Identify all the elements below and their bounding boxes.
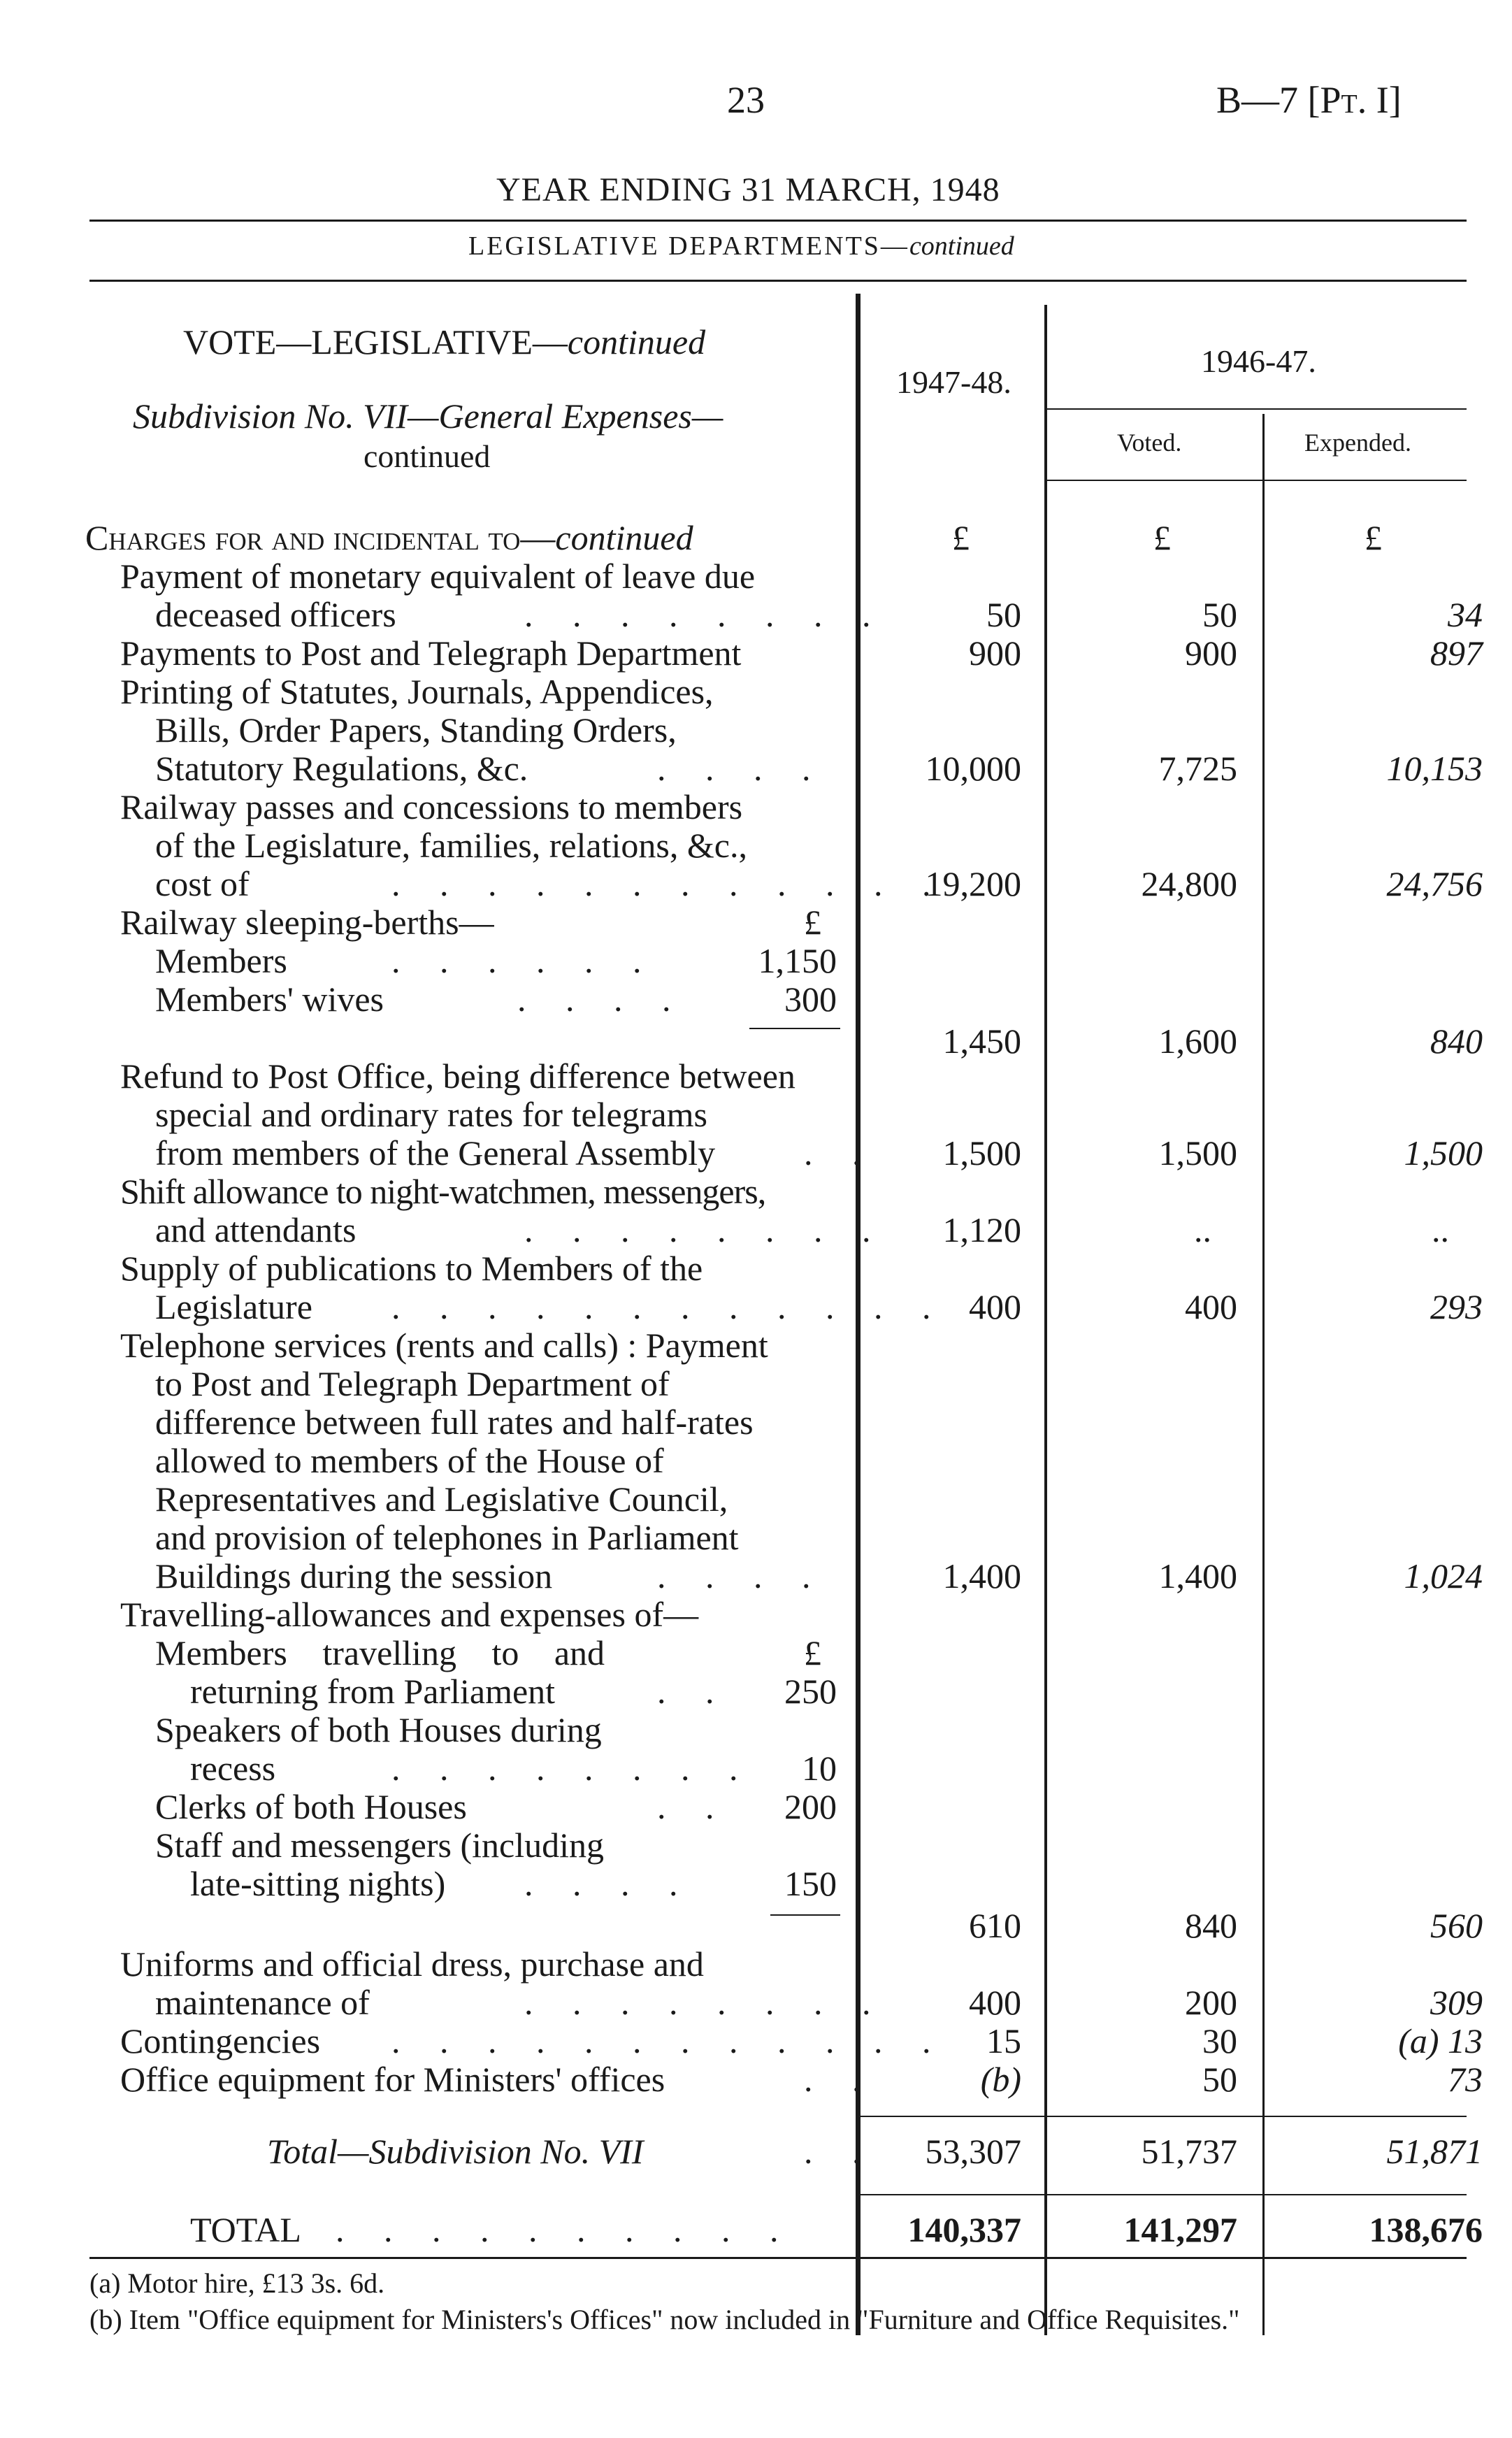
sub-amount: 300: [784, 980, 837, 1019]
value-expended: 293: [1430, 1287, 1483, 1326]
sub-item-label: Members' wives: [155, 980, 384, 1019]
grand-total-expended: 138,676: [1369, 2210, 1483, 2249]
reference-part: Pt.: [1320, 79, 1367, 121]
currency-col1: £: [952, 518, 970, 557]
sub-item-label: recess: [190, 1749, 276, 1788]
subtotal-rule: [749, 1028, 840, 1029]
grand-total-voted: 141,297: [1123, 2210, 1237, 2249]
line-item-label: difference between full rates and half-rates: [155, 1403, 754, 1442]
leader-dots: . .: [804, 1133, 877, 1173]
line-item-label: and attendants: [155, 1210, 357, 1249]
leader-dots: . . . . . . . .: [391, 1749, 754, 1788]
sub-amount: 150: [784, 1864, 837, 1903]
grand-total-text: TOTAL: [190, 2210, 301, 2249]
table-bottom-rule: [89, 2257, 1467, 2259]
column-rule-2: [1044, 305, 1047, 2335]
value-voted: 50: [1202, 2060, 1237, 2099]
subdivision-total-label: [267, 2131, 643, 2172]
line-item-label: Railway passes and concessions to members: [120, 787, 743, 826]
leader-dots: . . . .: [517, 980, 686, 1019]
leader-dots: . .: [657, 1787, 730, 1826]
value-voted: ..: [1194, 1210, 1211, 1249]
column-header-voted: Voted.: [1117, 429, 1182, 457]
line-item-label: Office equipment for Ministers' offices: [120, 2060, 665, 2099]
line-item-label: Bills, Order Papers, Standing Orders,: [155, 710, 677, 750]
grand-total-1947-48: 140,337: [907, 2210, 1021, 2249]
vote-name: VOTE—LEGISLATIVE—: [183, 322, 568, 361]
subdivision-name: Subdivision No. VII—General Expenses—: [133, 396, 723, 436]
section-heading-continued: continued: [555, 518, 693, 557]
value-1947-48: 1,450: [942, 1021, 1021, 1061]
footnote-b: (b) Item "Office equipment for Ministers's Offices" now included in "Furniture and Office Requisites.": [89, 2304, 1240, 2335]
value-1947-48: 610: [969, 1906, 1021, 1945]
leader-dots: . .: [804, 2132, 877, 2171]
line-item-label: Contingencies: [120, 2021, 321, 2060]
column-header-rule: [1047, 480, 1467, 481]
leader-dots: . . . .: [657, 1556, 826, 1596]
value-1947-48: 1,500: [942, 1133, 1021, 1173]
value-1947-48: 15: [986, 2021, 1021, 2060]
document-reference: [1216, 78, 1402, 122]
value-expended: 10,153: [1386, 749, 1483, 788]
line-item-label: deceased officers: [155, 595, 396, 634]
sub-amount: 250: [784, 1672, 837, 1711]
total-rule-mid: [856, 2194, 1467, 2195]
leader-dots: . .: [804, 2060, 877, 2099]
value-expended: 24,756: [1386, 864, 1483, 903]
value-expended: 309: [1430, 1983, 1483, 2022]
line-item-label: special and ordinary rates for telegrams: [155, 1095, 707, 1134]
sub-item-label: late-sitting nights): [190, 1864, 446, 1903]
line-item-label: Legislature: [155, 1287, 312, 1326]
line-item-label: from members of the General Assembly: [155, 1133, 716, 1173]
leader-dots: . . . .: [524, 1864, 693, 1903]
sub-currency: £: [804, 903, 821, 942]
line-item-label: Printing of Statutes, Journals, Appendices,: [120, 672, 714, 711]
column-rule-3: [1262, 414, 1265, 2335]
footnote-a: (a) Motor hire, £13 3s. 6d.: [89, 2267, 385, 2299]
value-1947-48: 1,400: [942, 1556, 1021, 1596]
vote-continued: continued: [567, 322, 706, 361]
value-voted: 24,800: [1141, 864, 1237, 903]
value-voted: 200: [1185, 1983, 1237, 2022]
line-item-label: cost of: [155, 864, 250, 903]
sub-amount: 10: [802, 1749, 837, 1788]
sub-item-label: Clerks of both Houses: [155, 1787, 467, 1826]
line-item-label: Railway sleeping-berths—: [120, 903, 494, 942]
total-1947-48: 53,307: [925, 2132, 1021, 2171]
leader-dots: . . . . . . . . . . . .: [391, 1287, 946, 1326]
value-1947-48: 10,000: [925, 749, 1021, 788]
value-voted: 1,400: [1158, 1556, 1237, 1596]
value-voted: 900: [1185, 633, 1237, 673]
value-expended: 1,500: [1404, 1133, 1483, 1173]
value-expended: 73: [1448, 2060, 1483, 2099]
leader-dots: . . . . . . . . . . . .: [391, 864, 946, 903]
value-1947-48: (b): [980, 2060, 1021, 2099]
value-expended: 1,024: [1404, 1556, 1483, 1596]
value-voted: 1,500: [1158, 1133, 1237, 1173]
value-1947-48: 50: [986, 595, 1021, 634]
sub-item-label: Members travelling to and: [155, 1633, 605, 1672]
reference-suffix: I]: [1367, 79, 1402, 121]
sub-item-label: Speakers of both Houses during: [155, 1710, 602, 1749]
section-heading: [85, 517, 693, 558]
leader-dots: . .: [657, 1672, 730, 1711]
sub-item-label: Members: [155, 941, 287, 980]
sub-amount: 1,150: [758, 941, 837, 980]
line-item-label: Payment of monetary equivalent of leave due: [120, 557, 756, 596]
value-voted: 50: [1202, 595, 1237, 634]
line-item-label: Travelling-allowances and expenses of—: [120, 1595, 699, 1634]
section-heading-text: Charges for and incidental to—: [85, 518, 556, 557]
line-item-label: maintenance of: [155, 1983, 370, 2022]
value-1947-48: 400: [969, 1983, 1021, 2022]
currency-col2: £: [1153, 518, 1171, 557]
line-item-label: allowed to members of the House of: [155, 1441, 664, 1480]
sub-currency: £: [804, 1633, 821, 1672]
line-item-label: Payments to Post and Telegraph Department: [120, 633, 742, 673]
total-expended: 51,871: [1386, 2132, 1483, 2171]
value-1947-48: 400: [969, 1287, 1021, 1326]
subdivision-continued: continued: [363, 438, 491, 474]
subdivision-total-text: Total—Subdivision No. VII: [267, 2132, 644, 2171]
value-expended: ..: [1432, 1210, 1449, 1249]
leader-dots: . . . . . .: [391, 941, 657, 980]
sub-item-label: Staff and messengers (including: [155, 1826, 604, 1865]
total-voted: 51,737: [1141, 2132, 1237, 2171]
vote-title: [183, 322, 705, 362]
column-header-1946-47: 1946-47.: [1201, 343, 1316, 379]
line-item-label: Telephone services (rents and calls) : Payment: [120, 1326, 768, 1365]
line-item-label: Buildings during the session: [155, 1556, 553, 1596]
reference-prefix: B—7 [: [1216, 79, 1320, 121]
column-header-1947-48: 1947-48.: [896, 364, 1011, 400]
line-item-label: to Post and Telegraph Department of: [155, 1364, 670, 1403]
line-item-label: of the Legislature, families, relations, &c.,: [155, 826, 747, 865]
line-item-label: Supply of publications to Members of the: [120, 1249, 703, 1288]
header-rule-1: [89, 220, 1467, 222]
value-voted: 30: [1202, 2021, 1237, 2060]
column-header-expended: Expended.: [1304, 429, 1411, 457]
currency-col3: £: [1365, 518, 1382, 557]
value-1947-48: 19,200: [925, 864, 1021, 903]
page-number: 23: [727, 79, 765, 121]
value-voted: 400: [1185, 1287, 1237, 1326]
value-voted: 7,725: [1158, 749, 1237, 788]
year-header-rule: [1047, 408, 1467, 410]
line-item-label: Uniforms and official dress, purchase and: [120, 1944, 704, 1984]
line-item-label: Shift allowance to night-watchmen, messengers,: [120, 1172, 766, 1211]
line-item-label: Refund to Post Office, being difference between: [120, 1056, 795, 1096]
header-rule-2: [89, 280, 1467, 282]
value-expended: 840: [1430, 1021, 1483, 1061]
leader-dots: . . . .: [657, 749, 826, 788]
value-expended: 560: [1430, 1906, 1483, 1945]
leader-dots: . . . . . . . . . . . .: [391, 2021, 946, 2060]
subdivision-title: [133, 396, 723, 436]
leader-dots: . . . . . . . .: [524, 1210, 886, 1249]
line-item-label: Statutory Regulations, &c.: [155, 749, 528, 788]
leader-dots: . . . . . . . . . .: [336, 2210, 794, 2249]
line-item-label: and provision of telephones in Parliament: [155, 1518, 739, 1557]
line-item-label: Representatives and Legislative Council,: [155, 1479, 728, 1519]
department-continued: continued: [909, 231, 1014, 261]
grand-total-label: [190, 2209, 301, 2250]
subtotal-rule: [770, 1914, 840, 1916]
department-title: [468, 231, 1014, 261]
value-voted: 840: [1185, 1906, 1237, 1945]
leader-dots: . . . . . . . .: [524, 595, 886, 634]
value-voted: 1,600: [1158, 1021, 1237, 1061]
value-1947-48: 1,120: [942, 1210, 1021, 1249]
total-rule-top: [856, 2116, 1467, 2117]
value-expended: 34: [1448, 595, 1483, 634]
department-name: LEGISLATIVE DEPARTMENTS—: [468, 231, 909, 261]
sub-item-label: returning from Parliament: [190, 1672, 556, 1711]
leader-dots: . . . . . . . .: [524, 1983, 886, 2022]
sub-amount: 200: [784, 1787, 837, 1826]
value-expended: 897: [1430, 633, 1483, 673]
value-expended: (a) 13: [1398, 2021, 1483, 2060]
value-1947-48: 900: [969, 633, 1021, 673]
year-title: YEAR ENDING 31 MARCH, 1948: [496, 171, 1000, 208]
